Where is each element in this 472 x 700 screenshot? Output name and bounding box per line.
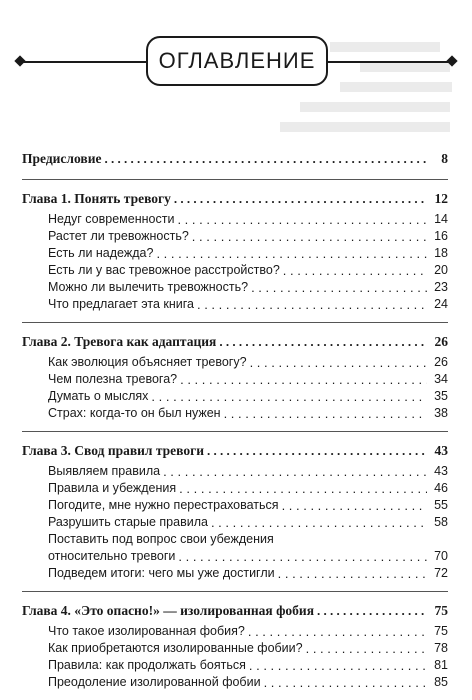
page-title: ОГЛАВЛЕНИЕ (158, 48, 316, 73)
toc-subentry[interactable] (48, 296, 448, 313)
toc-entry-page: 23 (427, 279, 448, 296)
toc-entry-page: 75 (427, 602, 448, 619)
toc-entry-label: Правила и убеждения (48, 480, 179, 497)
toc-entry-page: 78 (427, 640, 448, 657)
toc-subentry[interactable] (48, 245, 448, 262)
dot-leader (179, 480, 427, 497)
toc-entry-label: Глава 2. Тревога как адаптация (22, 333, 219, 350)
toc-subentry[interactable] (48, 548, 448, 565)
toc-entry-chapter-1[interactable] (22, 190, 448, 207)
toc-subentry[interactable] (48, 228, 448, 245)
toc-subentry[interactable] (48, 640, 448, 657)
left-rule (20, 61, 146, 63)
dot-leader (306, 640, 427, 657)
toc-entry-label: Что предлагает эта книга (48, 296, 197, 313)
dot-leader (197, 296, 427, 313)
toc-header (0, 36, 472, 86)
dot-leader (219, 333, 427, 350)
toc-entry-page: 85 (427, 674, 448, 691)
right-rule (328, 61, 454, 63)
toc-entry-page: 12 (427, 190, 448, 207)
toc-entry-label: Как приобретаются изолированные фобии? (48, 640, 306, 657)
toc-entry-label: Можно ли вылечить тревожность? (48, 279, 251, 296)
dot-leader (211, 514, 427, 531)
dot-leader (156, 245, 427, 262)
toc-subentry[interactable] (48, 371, 448, 388)
dot-leader (224, 405, 427, 422)
toc-subentry[interactable] (48, 279, 448, 296)
toc-entry-page: 20 (427, 262, 448, 279)
dot-leader (177, 211, 427, 228)
toc-entry-label: Как эволюция объясняет тревогу? (48, 354, 250, 371)
toc-entry-page: 43 (427, 442, 448, 459)
toc-subentry[interactable] (48, 480, 448, 497)
dot-leader (248, 623, 427, 640)
toc-entry-label: Подведем итоги: чего мы уже достигли (48, 565, 278, 582)
dot-leader (264, 674, 427, 691)
toc-entry-page: 38 (427, 405, 448, 422)
dot-leader (174, 190, 427, 207)
toc-entry-label: Чем полезна тревога? (48, 371, 180, 388)
title-frame (146, 36, 328, 86)
toc-entry-page: 16 (427, 228, 448, 245)
toc-entry-page: 55 (427, 497, 448, 514)
dot-leader (283, 262, 427, 279)
toc-entry-label: Растет ли тревожность? (48, 228, 192, 245)
toc-entry-label: Преодоление изолированной фобии (48, 674, 264, 691)
toc-entry-page: 14 (427, 211, 448, 228)
dot-leader (163, 463, 427, 480)
table-of-contents (22, 142, 448, 691)
toc-subentry[interactable] (48, 497, 448, 514)
toc-entry-label: Страх: когда-то он был нужен (48, 405, 224, 422)
dot-leader (180, 371, 427, 388)
toc-subentry-line1[interactable]: Поставить под вопрос свои убеждения (48, 532, 274, 546)
toc-entry-label: Предисловие (22, 150, 104, 167)
dot-leader (250, 354, 427, 371)
toc-entry-page: 35 (427, 388, 448, 405)
toc-entry-label: Выявляем правила (48, 463, 163, 480)
toc-entry-chapter-3[interactable] (22, 442, 448, 459)
toc-entry-label: Глава 1. Понять тревогу (22, 190, 174, 207)
toc-entry-page: 24 (427, 296, 448, 313)
toc-entry-page: 26 (427, 333, 448, 350)
toc-entry-label: Есть ли у вас тревожное расстройство? (48, 262, 283, 279)
toc-entry-chapter-2[interactable] (22, 333, 448, 350)
dot-leader (207, 442, 427, 459)
toc-entry-label: Есть ли надежда? (48, 245, 156, 262)
toc-entry-label: Что такое изолированная фобия? (48, 623, 248, 640)
toc-entry-label: Недуг современности (48, 211, 177, 228)
toc-subentry[interactable] (48, 657, 448, 674)
toc-entry-label: Глава 4. «Это опасно!» — изолированная фобия (22, 602, 317, 619)
toc-entry-chapter-4[interactable] (22, 602, 448, 619)
toc-subentry[interactable] (48, 565, 448, 582)
toc-entry-page: 72 (427, 565, 448, 582)
toc-subentry[interactable] (48, 354, 448, 371)
toc-subentry[interactable] (48, 405, 448, 422)
dot-leader (249, 657, 427, 674)
toc-entry-preface[interactable] (22, 150, 448, 167)
dot-leader (251, 279, 427, 296)
toc-entry-page: 34 (427, 371, 448, 388)
toc-entry-label: Погодите, мне нужно перестраховаться (48, 497, 282, 514)
dot-leader (178, 548, 427, 565)
toc-subentry[interactable] (48, 514, 448, 531)
toc-subentry[interactable] (48, 623, 448, 640)
toc-entry-page: 18 (427, 245, 448, 262)
toc-entry-label: Правила: как продолжать бояться (48, 657, 249, 674)
toc-entry-label: Разрушить старые правила (48, 514, 211, 531)
dot-leader (317, 602, 427, 619)
toc-entry-page: 58 (427, 514, 448, 531)
toc-entry-page: 8 (427, 150, 448, 167)
toc-subentry[interactable] (48, 463, 448, 480)
toc-entry-label: Думать о мыслях (48, 388, 151, 405)
toc-subentry[interactable] (48, 674, 448, 691)
toc-entry-page: 75 (427, 623, 448, 640)
dot-leader (104, 150, 427, 167)
toc-entry-page: 81 (427, 657, 448, 674)
dot-leader (282, 497, 427, 514)
right-diamond-ornament (446, 55, 457, 66)
dot-leader (192, 228, 427, 245)
toc-subentry[interactable] (48, 211, 448, 228)
toc-entry-page: 26 (427, 354, 448, 371)
toc-entry-page: 46 (427, 480, 448, 497)
toc-subentry[interactable] (48, 262, 448, 279)
toc-entry-page: 43 (427, 463, 448, 480)
toc-entry-label: относительно тревоги (48, 548, 178, 565)
dot-leader (151, 388, 427, 405)
toc-entry-label: Глава 3. Свод правил тревоги (22, 442, 207, 459)
toc-subentry[interactable] (48, 388, 448, 405)
toc-entry-page: 70 (427, 548, 448, 565)
dot-leader (278, 565, 427, 582)
